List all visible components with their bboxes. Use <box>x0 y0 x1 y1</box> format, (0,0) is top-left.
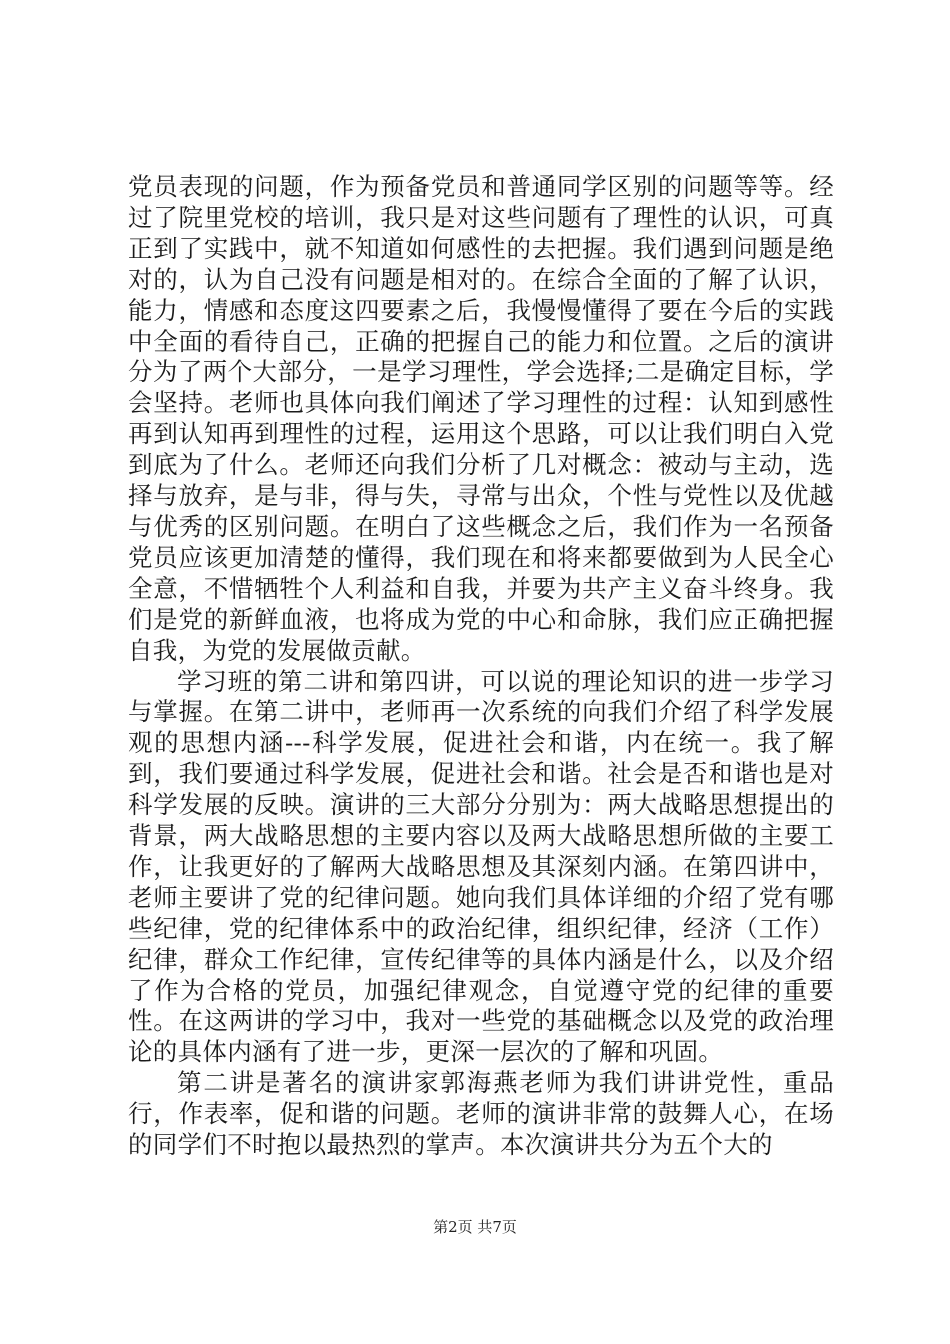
paragraph-guo-haiyan-lecture: 第二讲是著名的演讲家郭海燕老师为我们讲讲党性，重品行，作表率，促和谐的问题。老师的演讲非常的鼓舞人心，在场的同学们不时抱以最热烈的掌声。本次演讲共分为五个大的 <box>128 1068 834 1160</box>
document-body <box>128 172 834 1161</box>
paragraph-continued: 党员表现的问题，作为预备党员和普通同学区别的问题等等。经过了院里党校的培训，我只是对这些问题有了理性的认识，可真正到了实践中，就不知道如何感性的去把握。我们遇到问题是绝对的，认为自己没有问题是相对的。在综合全面的了解了认识，能力，情感和态度这四要素之后，我慢慢懂得了要在今后的实践中全面的看待自己，正确的把握自己的能力和位置。之后的演讲分为了两个大部分，一是学习理性，学会选择;二是确定目标，学会坚持。老师也具体向我们阐述了学习理性的过程：认知到感性再到认知再到理性的过程，运用这个思路，可以让我们明白入党到底为了什么。老师还向我们分析了几对概念：被动与主动，选择与放弃，是与非，得与失，寻常与出众，个性与党性以及优越与优秀的区别问题。在明白了这些概念之后，我们作为一名预备党员应该更加清楚的懂得，我们现在和将来都要做到为人民全心全意，不惜牺牲个人利益和自我，并要为共产主义奋斗终身。我们是党的新鲜血液，也将成为党的中心和命脉，我们应正确把握自我，为党的发展做贡献。 <box>128 172 834 665</box>
paragraph-second-fourth-lecture: 学习班的第二讲和第四讲，可以说的理论知识的进一步学习与掌握。在第二讲中，老师再一次系统的向我们介绍了科学发展观的思想内涵---科学发展，促进社会和谐，内在统一。我了解到，我们要通过科学发展，促进社会和谐。社会是否和谐也是对科学发展的反映。演讲的三大部分分别为：两大战略思想提出的背景，两大战略思想的主要内容以及两大战略思想所做的主要工作，让我更好的了解两大战略思想及其深刻内涵。在第四讲中，老师主要讲了党的纪律问题。她向我们具体详细的介绍了党有哪些纪律，党的纪律体系中的政治纪律，组织纪律，经济（工作）纪律，群众工作纪律，宣传纪律等的具体内涵是什么，以及介绍了作为合格的党员，加强纪律观念，自觉遵守党的纪律的重要性。在这两讲的学习中，我对一些党的基础概念以及党的政治理论的具体内涵有了进一步，更深一层次的了解和巩固。 <box>128 666 834 1067</box>
page-number-footer: 第2页 共7页 <box>433 1218 517 1236</box>
